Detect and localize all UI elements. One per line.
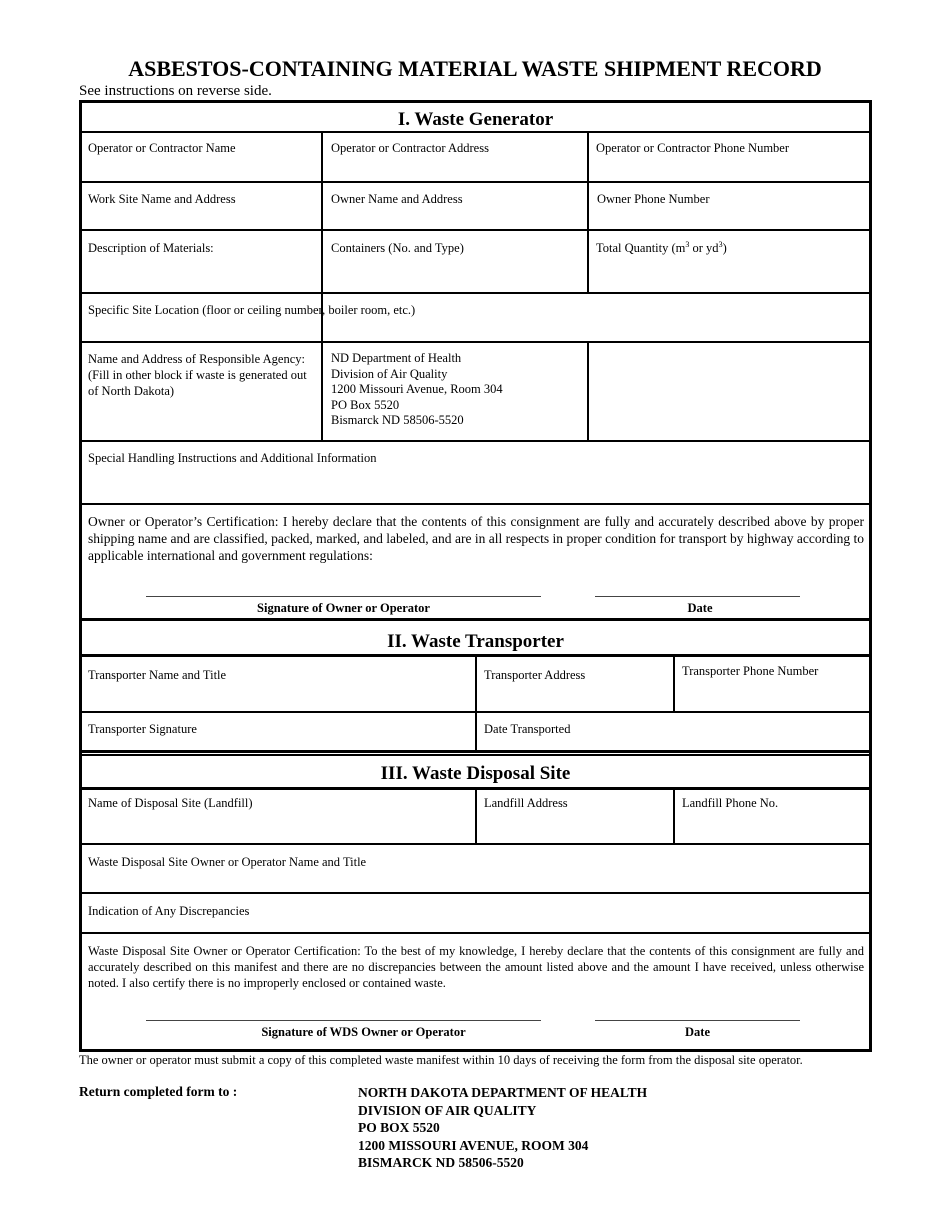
- form-title: ASBESTOS-CONTAINING MATERIAL WASTE SHIPMENT RECORD: [128, 56, 822, 81]
- total-quantity-label-end: ): [722, 241, 727, 255]
- owner-signature-label: Signature of Owner or Operator: [257, 601, 430, 615]
- description-field[interactable]: Description of Materials:: [88, 241, 214, 255]
- divider: [475, 655, 477, 752]
- section-1-heading: I. Waste Generator: [397, 109, 554, 130]
- owner-signature-line[interactable]: [146, 596, 541, 597]
- total-quantity-label-mid: or yd: [689, 241, 719, 255]
- submission-note: The owner or operator must submit a copy of this completed waste manifest within 10 days of receiving the form from the disposal site operator.: [79, 1053, 803, 1067]
- return-label: Return completed form to :: [79, 1084, 238, 1099]
- work-site-field[interactable]: Work Site Name and Address: [88, 192, 236, 206]
- transporter-phone-field[interactable]: Transporter Phone Number: [682, 664, 819, 678]
- section-divider: [79, 618, 872, 621]
- return-address-line: PO BOX 5520: [358, 1120, 440, 1135]
- landfill-address-field[interactable]: Landfill Address: [484, 796, 568, 810]
- agency-line: Bismarck ND 58506-5520: [331, 413, 464, 428]
- section-3-heading: III. Waste Disposal Site: [380, 763, 571, 784]
- return-address-line: DIVISION OF AIR QUALITY: [358, 1102, 537, 1118]
- special-handling-field[interactable]: Special Handling Instructions and Additional Information: [88, 451, 377, 465]
- divider: [79, 932, 872, 934]
- divider: [79, 843, 872, 845]
- section-divider: [79, 754, 872, 756]
- form-subtitle: See instructions on reverse side.: [79, 83, 272, 99]
- divider: [79, 440, 872, 442]
- containers-field[interactable]: Containers (No. and Type): [331, 241, 464, 255]
- date-transported-field[interactable]: Date Transported: [484, 722, 571, 736]
- transporter-name-field[interactable]: Transporter Name and Title: [88, 668, 227, 682]
- site-location-field[interactable]: Specific Site Location (floor or ceiling number, boiler room, etc.): [88, 303, 416, 317]
- owner-phone-field[interactable]: Owner Phone Number: [597, 192, 710, 206]
- responsible-agency-address: [331, 351, 503, 429]
- discrepancies-field[interactable]: Indication of Any Discrepancies: [88, 904, 250, 918]
- transporter-signature-field[interactable]: Transporter Signature: [88, 722, 197, 736]
- responsible-agency-label: Name and Address of Responsible Agency: (Fill in other block if waste is generated out of North Dakota): [88, 352, 307, 398]
- operator-address-field[interactable]: Operator or Contractor Address: [331, 141, 489, 155]
- section-2-heading: II. Waste Transporter: [387, 631, 564, 652]
- total-quantity-field[interactable]: [596, 240, 727, 256]
- return-address: [358, 1084, 647, 1172]
- agency-line: 1200 Missouri Avenue, Room 304: [331, 382, 503, 397]
- owner-date-label: Date: [687, 601, 713, 615]
- divider: [587, 131, 589, 293]
- return-address-line: BISMARCK ND 58506-5520: [358, 1155, 524, 1170]
- owner-name-field[interactable]: Owner Name and Address: [331, 192, 463, 206]
- agency-line: Division of Air Quality: [331, 366, 448, 381]
- wds-signature-line[interactable]: [146, 1020, 541, 1021]
- operator-name-field[interactable]: Operator or Contractor Name: [88, 141, 236, 155]
- cubic-exponent: 3: [685, 239, 690, 249]
- total-quantity-label: Total Quantity (m: [596, 241, 686, 255]
- agency-line: ND Department of Health: [331, 351, 462, 365]
- divider: [79, 131, 872, 133]
- divider: [321, 131, 323, 441]
- divider: [673, 788, 675, 844]
- wds-date-line[interactable]: [595, 1020, 800, 1021]
- wds-owner-name-field[interactable]: Waste Disposal Site Owner or Operator Name and Title: [88, 855, 367, 869]
- divider: [79, 892, 872, 894]
- divider: [79, 292, 872, 294]
- landfill-phone-field[interactable]: Landfill Phone No.: [682, 796, 779, 810]
- cubic-exponent: 3: [718, 239, 723, 249]
- divider: [79, 181, 872, 183]
- wds-certification-text: Waste Disposal Site Owner or Operator Certification: To the best of my knowledge, I hereby declare that the contents of this consignment are fully and accurately described on this manifest and there are no discrepancies between the amount listed above and the amount I have received, unless otherwise noted. I also certify there is no improperly enclosed or contained waste.: [88, 944, 864, 990]
- return-address-line: 1200 MISSOURI AVENUE, ROOM 304: [358, 1137, 589, 1153]
- return-address-line: NORTH DAKOTA DEPARTMENT OF HEALTH: [358, 1085, 648, 1100]
- transporter-address-field[interactable]: Transporter Address: [484, 668, 586, 682]
- agency-line: PO Box 5520: [331, 397, 400, 412]
- wds-signature-label: Signature of WDS Owner or Operator: [261, 1025, 466, 1039]
- divider: [673, 655, 675, 712]
- owner-date-line[interactable]: [595, 596, 800, 597]
- divider: [79, 711, 872, 713]
- section-divider: [79, 750, 872, 753]
- divider: [79, 229, 872, 231]
- operator-phone-field[interactable]: Operator or Contractor Phone Number: [596, 141, 789, 155]
- other-agency-field[interactable]: [589, 343, 869, 439]
- divider: [475, 788, 477, 844]
- divider: [79, 503, 872, 505]
- owner-certification-text: Owner or Operator’s Certification: I hereby declare that the contents of this consignment are fully and accurately described above by proper shipping name and are classified, packed, marked, and labeled, and are in all respects in proper condition for transport by highway according to applicable international and government regulations:: [88, 514, 864, 563]
- wds-date-label: Date: [685, 1025, 710, 1039]
- disposal-site-name-field[interactable]: Name of Disposal Site (Landfill): [88, 796, 253, 810]
